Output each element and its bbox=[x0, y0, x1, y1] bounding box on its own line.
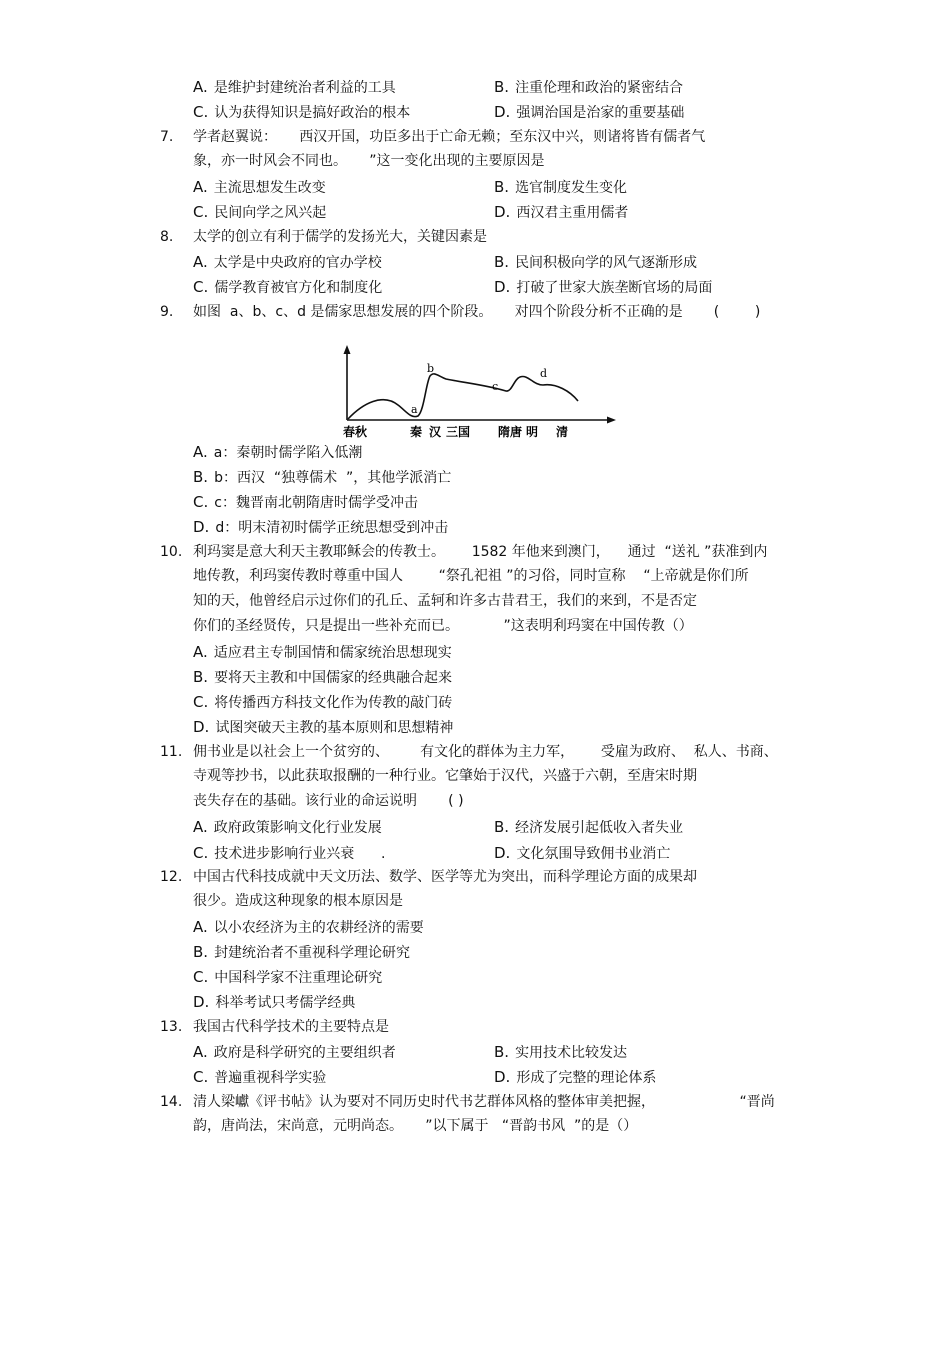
figure-x-axis-arrow bbox=[607, 417, 616, 424]
q11-option-b: B. 经济发展引起低收入者失业 bbox=[494, 818, 684, 836]
figure-label-b: b bbox=[427, 362, 435, 375]
q6-option-b: B. 注重伦理和政治的紧密结合 bbox=[494, 78, 684, 96]
figure-label-a: a bbox=[411, 403, 418, 416]
figure-xlabel-qing: 清 bbox=[556, 425, 569, 439]
q7-option-d: D. 西汉君主重用儒者 bbox=[494, 203, 629, 221]
q8-option-b: B. 民间积极向学的风气逐渐形成 bbox=[494, 253, 698, 271]
q6-option-a: A. 是维护封建统治者利益的工具 bbox=[193, 78, 396, 96]
q10-stem-line2: 地传教，利玛窦传教时尊重中国人 “祭孔祀祖 ”的习俗，同时宣称 “上帝就是你们所 bbox=[193, 568, 749, 584]
q12-option-b: B. 封建统治者不重视科学理论研究 bbox=[193, 943, 411, 961]
q13-number: 13. bbox=[160, 1019, 183, 1035]
figure-xlabel-chunqiu: 春秋 bbox=[343, 425, 368, 439]
q11-option-d: D. 文化氛围导致佣书业消亡 bbox=[494, 844, 671, 862]
q12-stem-line1: 中国古代科技成就中天文历法、数学、医学等尤为突出，而科学理论方面的成果却 bbox=[193, 869, 697, 885]
q11-stem-line2: 寺观等抄书，以此获取报酬的一种行业。它肇始于汉代，兴盛于六朝，至唐宋时期 bbox=[193, 768, 697, 784]
q6-option-c: C. 认为获得知识是搞好政治的根本 bbox=[193, 103, 411, 121]
q9-number: 9. bbox=[160, 304, 174, 320]
q13-stem-line1: 我国古代科学技术的主要特点是 bbox=[193, 1019, 389, 1035]
q6-option-d: D. 强调治国是治家的重要基础 bbox=[494, 103, 685, 121]
figure-y-axis-arrow bbox=[344, 345, 351, 354]
figure-xlabel-han: 汉 bbox=[429, 425, 442, 439]
q11-option-a: A. 政府政策影响文化行业发展 bbox=[193, 818, 382, 836]
q8-option-a: A. 太学是中央政府的官办学校 bbox=[193, 253, 382, 271]
q11-number: 11. bbox=[160, 744, 183, 760]
figure-label-d: d bbox=[540, 367, 548, 380]
figure-xlabel-sanguo: 三国 bbox=[446, 425, 471, 439]
q13-option-b: B. 实用技术比较发达 bbox=[494, 1043, 628, 1061]
q10-option-c: C. 将传播西方科技文化作为传教的敲门砖 bbox=[193, 693, 453, 711]
q8-stem-line1: 太学的创立有利于儒学的发扬光大，关键因素是 bbox=[193, 229, 487, 245]
confucianism-development-figure bbox=[338, 343, 618, 443]
q14-number: 14. bbox=[160, 1094, 183, 1110]
q9-option-b: B. b：西汉 “独尊儒术 ”，其他学派消亡 bbox=[193, 468, 452, 486]
figure-xlabel-ming: 明 bbox=[526, 425, 539, 439]
q9-option-d: D. d：明末清初时儒学正统思想受到冲击 bbox=[193, 518, 449, 536]
q10-stem-line4: 你们的圣经贤传，只是提出一些补充而已。 ”这表明利玛窦在中国传教（） bbox=[193, 618, 693, 634]
q9-option-a: A. a：秦朝时儒学陷入低潮 bbox=[193, 443, 363, 461]
q7-option-a: A. 主流思想发生改变 bbox=[193, 178, 326, 196]
q12-option-a: A. 以小农经济为主的农耕经济的需要 bbox=[193, 918, 424, 936]
figure-curve bbox=[348, 374, 578, 419]
q7-stem-line1: 学者赵翼说： 西汉开国，功臣多出于亡命无赖；至东汉中兴，则诸将皆有儒者气 bbox=[193, 129, 706, 145]
q8-number: 8. bbox=[160, 229, 174, 245]
q9-option-c: C. c：魏晋南北朝隋唐时儒学受冲击 bbox=[193, 493, 418, 511]
q10-stem-line1: 利玛窦是意大利天主教耶稣会的传教士。 1582 年他来到澳门， 通过 “送礼 ”获准到内 bbox=[193, 544, 768, 560]
q7-option-b: B. 选官制度发生变化 bbox=[494, 178, 628, 196]
q10-stem-line3: 知的天，他曾经启示过你们的孔丘、孟轲和许多古昔君王，我们的来到，不是否定 bbox=[193, 593, 697, 609]
q11-stem-line1: 佣书业是以社会上一个贫穷的、 有文化的群体为主力军， 受雇为政府、 私人、书商、 bbox=[193, 744, 778, 760]
q12-stem-line2: 很少。造成这种现象的根本原因是 bbox=[193, 893, 403, 909]
q12-option-d: D. 科举考试只考儒学经典 bbox=[193, 993, 356, 1011]
q11-option-c: C. 技术进步影响行业兴衰 . bbox=[193, 844, 386, 862]
q12-number: 12. bbox=[160, 869, 183, 885]
figure-label-c: c bbox=[492, 380, 499, 393]
q14-stem-line1: 清人梁巘《评书帖》认为要对不同历史时代书艺群体风格的整体审美把握， “晋尚 bbox=[193, 1094, 775, 1110]
q9-stem-line1: 如图 a、b、c、d 是儒家思想发展的四个阶段。 对四个阶段分析不正确的是 ( ) bbox=[193, 304, 761, 320]
figure-xlabel-qin: 秦 bbox=[410, 425, 423, 439]
q7-number: 7. bbox=[160, 129, 174, 145]
q14-stem-line2: 韵，唐尚法，宋尚意，元明尚态。 ”以下属于 “晋韵书风 ”的是（） bbox=[193, 1118, 638, 1134]
q12-option-c: C. 中国科学家不注重理论研究 bbox=[193, 968, 383, 986]
q10-option-d: D. 试图突破天主教的基本原则和思想精神 bbox=[193, 718, 454, 736]
q13-option-a: A. 政府是科学研究的主要组织者 bbox=[193, 1043, 396, 1061]
q7-stem-line2: 象，亦一时风会不同也。 ”这一变化出现的主要原因是 bbox=[193, 153, 545, 169]
q10-option-b: B. 要将天主教和中国儒家的经典融合起来 bbox=[193, 668, 453, 686]
q8-option-d: D. 打破了世家大族垄断官场的局面 bbox=[494, 278, 713, 296]
q10-option-a: A. 适应君主专制国情和儒家统治思想现实 bbox=[193, 643, 452, 661]
figure-xlabel-suitang: 隋唐 bbox=[498, 425, 523, 439]
q11-stem-line3: 丧失存在的基础。该行业的命运说明 ( ) bbox=[193, 793, 464, 809]
q13-option-d: D. 形成了完整的理论体系 bbox=[494, 1068, 657, 1086]
q10-number: 10. bbox=[160, 544, 183, 560]
q7-option-c: C. 民间向学之风兴起 bbox=[193, 203, 327, 221]
q8-option-c: C. 儒学教育被官方化和制度化 bbox=[193, 278, 383, 296]
q13-option-c: C. 普遍重视科学实验 bbox=[193, 1068, 327, 1086]
